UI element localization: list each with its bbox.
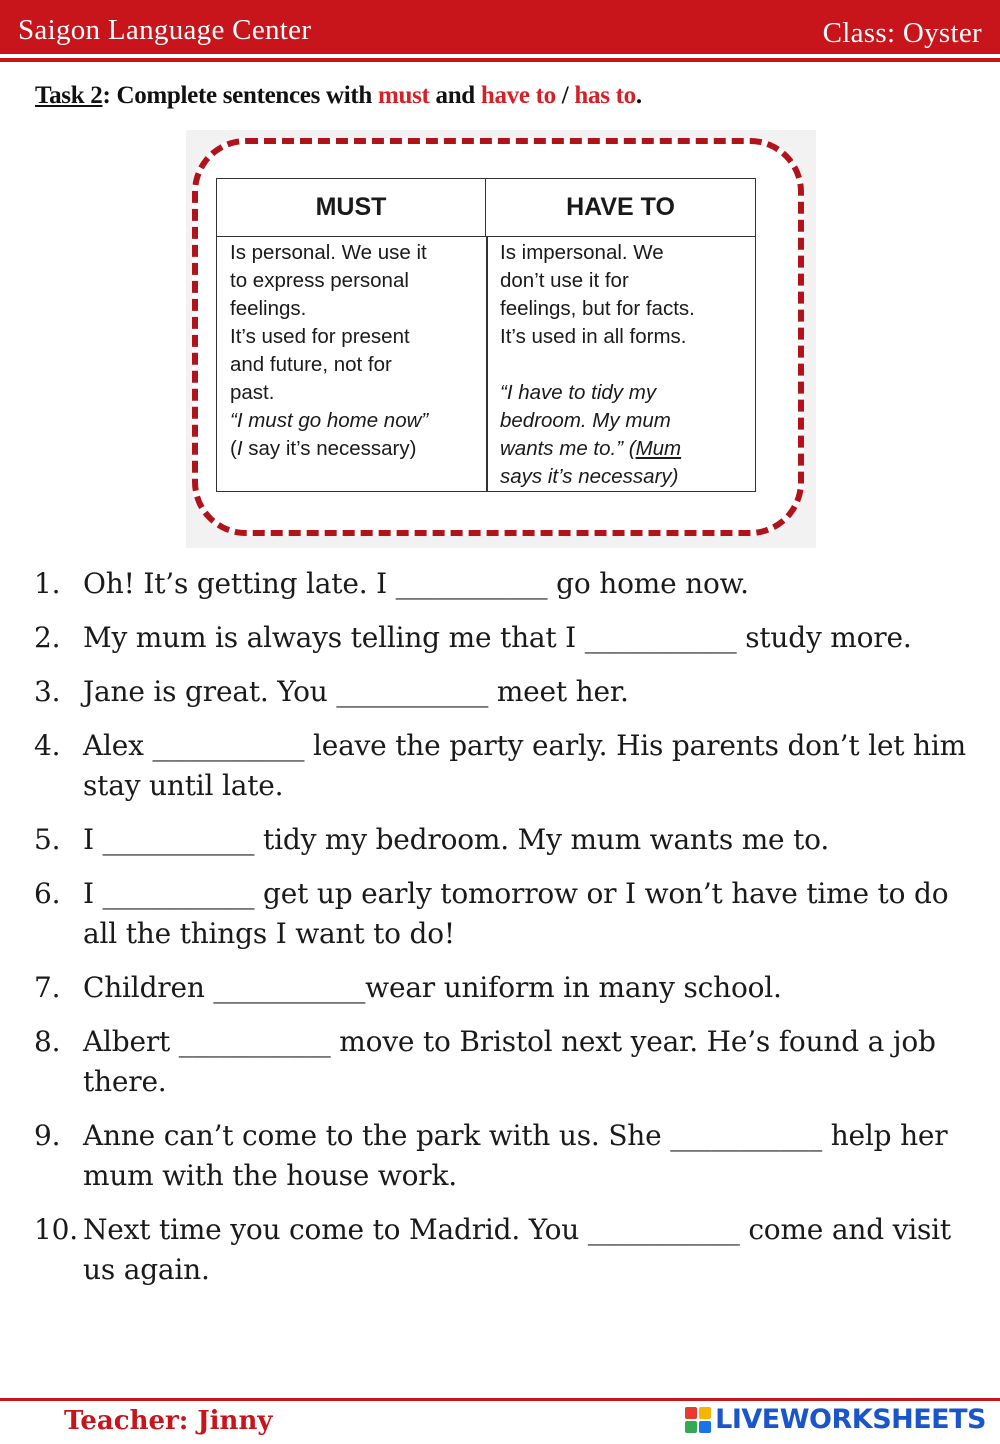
have-to-example: wants me to.” (Mum (500, 437, 682, 460)
task-instruction: : Complete sentences with (102, 82, 378, 109)
must-rule-line: past. (230, 381, 275, 404)
task-heading (35, 82, 642, 110)
exercise-number: 1. (34, 567, 61, 600)
exercise-item (34, 564, 974, 604)
exercise-text: I ___________ get up early tomorrow or I won’t have time to do all the things I want to do! (83, 877, 949, 950)
exercise-text: Alex ___________ leave the party early. His parents don’t let him stay until late. (83, 729, 966, 802)
exercise-text: Next time you come to Madrid. You ___________ come and visit us again. (83, 1213, 951, 1286)
exercise-item (34, 820, 974, 860)
exercise-item (34, 1022, 974, 1102)
school-name: Saigon Language Center (18, 14, 312, 46)
exercise-text: I ___________ tidy my bedroom. My mum wants me to. (83, 823, 830, 856)
must-rule-line: to express personal (230, 269, 409, 292)
have-to-example: bedroom. My mum (500, 409, 671, 432)
must-column-body (230, 239, 482, 463)
exercise-number: 4. (34, 729, 61, 762)
exercise-number: 5. (34, 823, 61, 856)
exercise-list (34, 564, 974, 1304)
liveworksheets-wordmark: LIVEWORKSHEETS (715, 1404, 986, 1435)
task-period: . (635, 82, 642, 109)
exercise-text: Children ___________wear uniform in many school. (83, 971, 782, 1004)
must-rule-line: Is personal. We use it (230, 241, 427, 264)
liveworksheets-icon (685, 1407, 711, 1433)
must-column-heading: MUST (217, 179, 486, 237)
column-divider (486, 237, 488, 491)
must-note: (I say it’s necessary) (230, 437, 417, 460)
liveworksheets-logo[interactable] (685, 1404, 986, 1435)
exercise-number: 7. (34, 971, 61, 1004)
exercise-number: 2. (34, 621, 61, 654)
must-rule-line: It’s used for present (230, 325, 410, 348)
task-label: Task 2 (35, 82, 103, 109)
must-rule-line: and future, not for (230, 353, 392, 376)
exercise-item (34, 1210, 974, 1290)
exercise-item (34, 672, 974, 712)
class-label: Class: Oyster (822, 17, 982, 49)
exercise-item (34, 1116, 974, 1196)
have-to-column-body (500, 239, 755, 491)
exercise-item (34, 726, 974, 806)
task-slash: / (555, 82, 575, 109)
exercise-number: 8. (34, 1025, 61, 1058)
keyword-have-to: have to (480, 82, 556, 109)
exercise-text: My mum is always telling me that I ___________ study more. (83, 621, 912, 654)
have-to-rule-line: feelings, but for facts. (500, 297, 695, 320)
exercise-number: 10. (34, 1213, 78, 1246)
exercise-text: Oh! It’s getting late. I ___________ go home now. (83, 567, 749, 600)
keyword-must: must (377, 82, 430, 109)
header-divider (0, 58, 1000, 62)
have-to-rule-line: It’s used in all forms. (500, 325, 687, 348)
have-to-example: “I have to tidy my (500, 381, 657, 404)
exercise-number: 6. (34, 877, 61, 910)
spacer (500, 351, 755, 379)
exercise-text: Jane is great. You ___________ meet her. (83, 675, 629, 708)
have-to-example: says it’s necessary) (500, 465, 679, 488)
teacher-name: Teacher: Jinny (64, 1406, 273, 1436)
have-to-rule-line: Is impersonal. We (500, 241, 664, 264)
keyword-has-to: has to (574, 82, 636, 109)
exercise-text: Anne can’t come to the park with us. She ___________ help her mum with the house work. (83, 1119, 948, 1192)
exercise-item (34, 968, 974, 1008)
exercise-number: 9. (34, 1119, 61, 1152)
exercise-text: Albert ___________ move to Bristol next year. He’s found a job there. (83, 1025, 936, 1098)
must-rule-line: feelings. (230, 297, 307, 320)
footer-divider (0, 1398, 1000, 1401)
have-to-rule-line: don’t use it for (500, 269, 629, 292)
exercise-item (34, 618, 974, 658)
header-bar (0, 0, 1000, 54)
rules-table (216, 178, 756, 492)
have-to-column-heading: HAVE TO (486, 179, 755, 237)
exercise-item (34, 874, 974, 954)
must-example: “I must go home now” (230, 409, 429, 432)
exercise-number: 3. (34, 675, 61, 708)
task-and: and (429, 82, 481, 109)
